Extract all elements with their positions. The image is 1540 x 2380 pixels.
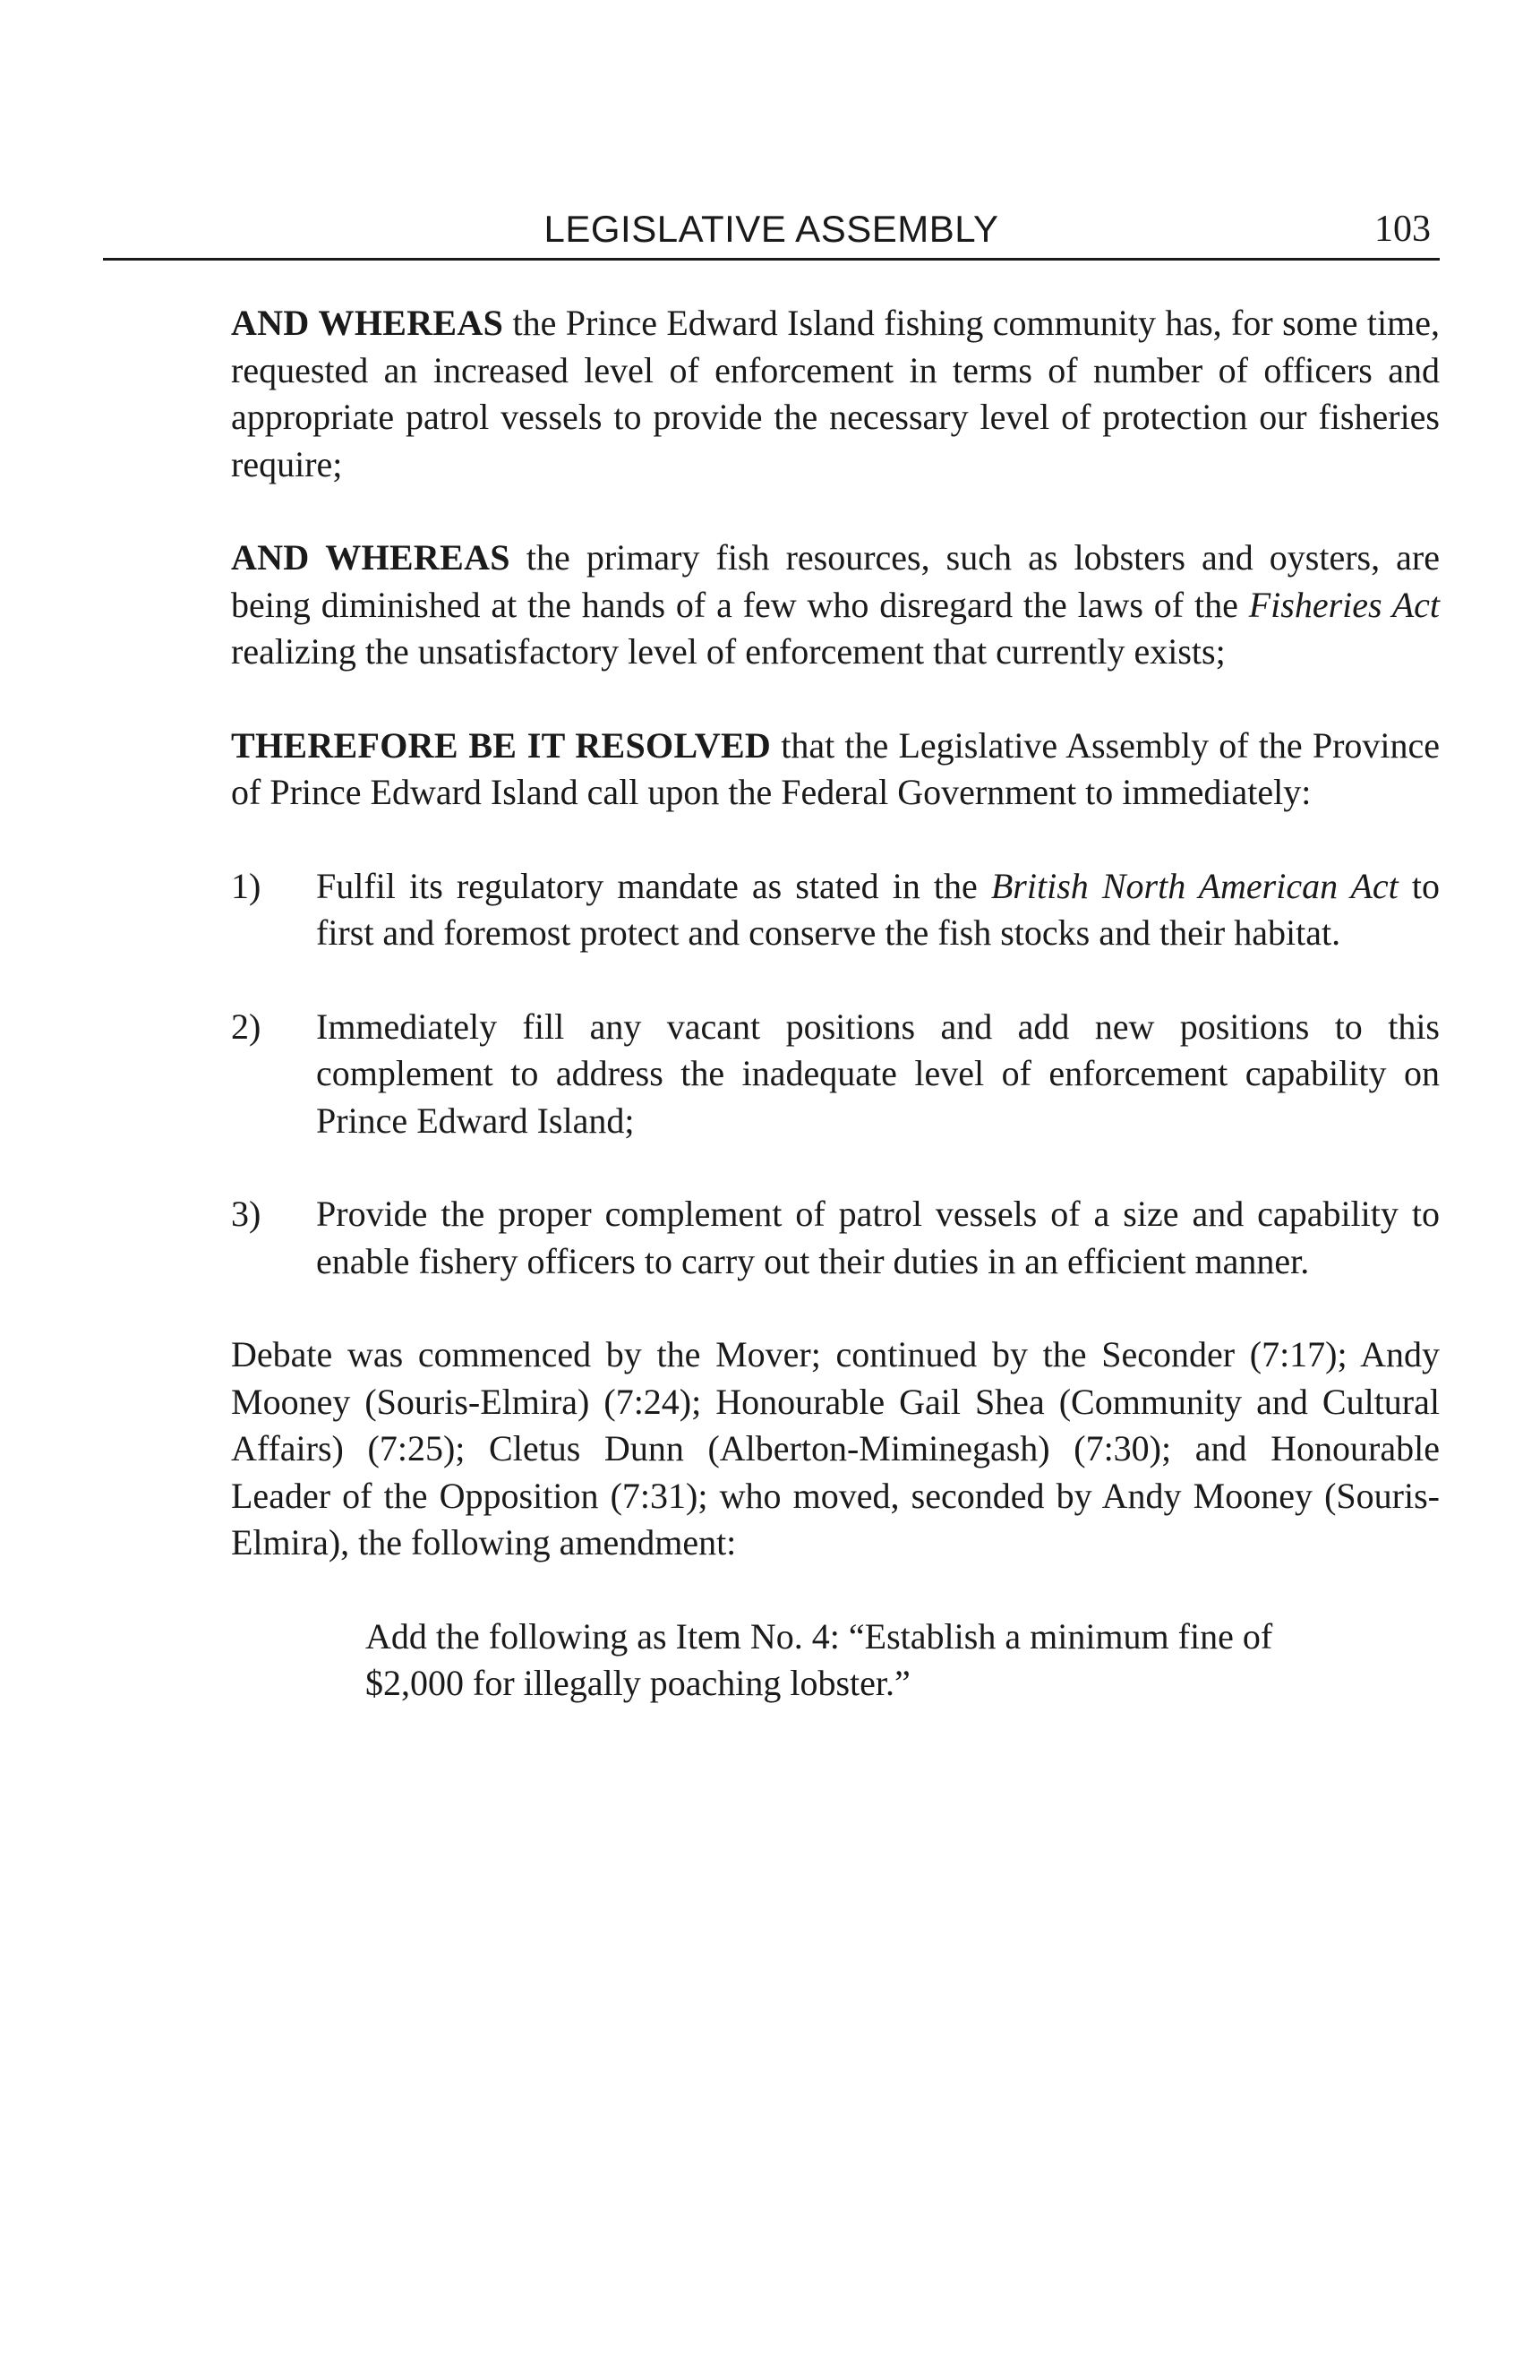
debate-paragraph: Debate was commenced by the Mover; continued by the Seconder (7:17); Andy Mooney (Souris-Elmira) (7:24); Honourable Gail Shea (Community and Cultural Affairs) (7:25); Cletus Dunn (Alberton-Miminegash) (7:30); and Honourable Leader of the Opposition (7:31); who moved, seconded by Andy Mooney (Souris-Elmira), the following amendment:: [231, 1334, 1440, 1562]
resolved-paragraph: [231, 723, 1440, 817]
whereas-text-1: the Prince Edward Island fishing community has, for some time, requested an increased level of enforcement in terms of number of officers and appropriate patrol vessels to provide the necessary level of protection our fisheries require;: [231, 303, 1441, 484]
resolved-text: that the Legislative Assembly of the Province of Prince Edward Island call upon the Federal Government to immediately:: [231, 724, 1441, 812]
document-body: [231, 300, 1440, 1708]
page-header: [103, 204, 1440, 258]
whereas-lead-1: AND WHEREAS: [231, 303, 504, 343]
whereas-text-2a: the primary fish resources, such as lobsters and oysters, are being diminished at the hands of a few who disregard the laws of the: [231, 537, 1441, 625]
list-item-text: Provide the proper complement of patrol vessels of a size and capability to enable fishery officers to carry out their duties in an efficient manner.: [316, 1194, 1440, 1281]
list-item: [231, 1004, 1440, 1145]
list-item-number: 1): [231, 865, 261, 906]
whereas-lead-2: AND WHEREAS: [231, 537, 510, 578]
whereas-text-2b: realizing the unsatisfactory level of enforcement that currently exists;: [231, 631, 1226, 672]
act-title-bna: British North American Act: [990, 865, 1399, 906]
resolution-list: [231, 863, 1440, 1286]
list-item-text-b: to first and foremost protect and conserve the fish stocks and their habitat.: [316, 865, 1440, 953]
running-title: LEGISLATIVE ASSEMBLY: [543, 208, 999, 250]
list-item: [231, 863, 1440, 957]
whereas-paragraph-1: [231, 300, 1440, 488]
amendment-text: Add the following as Item No. 4: “Establish a minimum fine of $2,000 for illegally poaching lobster.”: [365, 1615, 1273, 1703]
whereas-paragraph-2: [231, 535, 1440, 676]
list-item-number: 2): [231, 1006, 261, 1047]
list-item-text: Immediately fill any vacant positions and add new positions to this complement to address the inadequate level of enforcement capability on Prince Edward Island;: [316, 1006, 1440, 1141]
header-rule: [103, 258, 1440, 261]
list-item: [231, 1191, 1440, 1285]
list-item-number: 3): [231, 1194, 261, 1234]
page-number: 103: [1374, 209, 1431, 250]
list-item-text-a: Fulfil its regulatory mandate as stated in the: [316, 865, 991, 906]
resolved-lead: THEREFORE BE IT RESOLVED: [231, 724, 772, 766]
list-item-text: [316, 863, 1440, 957]
act-title-fisheries: Fisheries Act: [1248, 584, 1440, 625]
